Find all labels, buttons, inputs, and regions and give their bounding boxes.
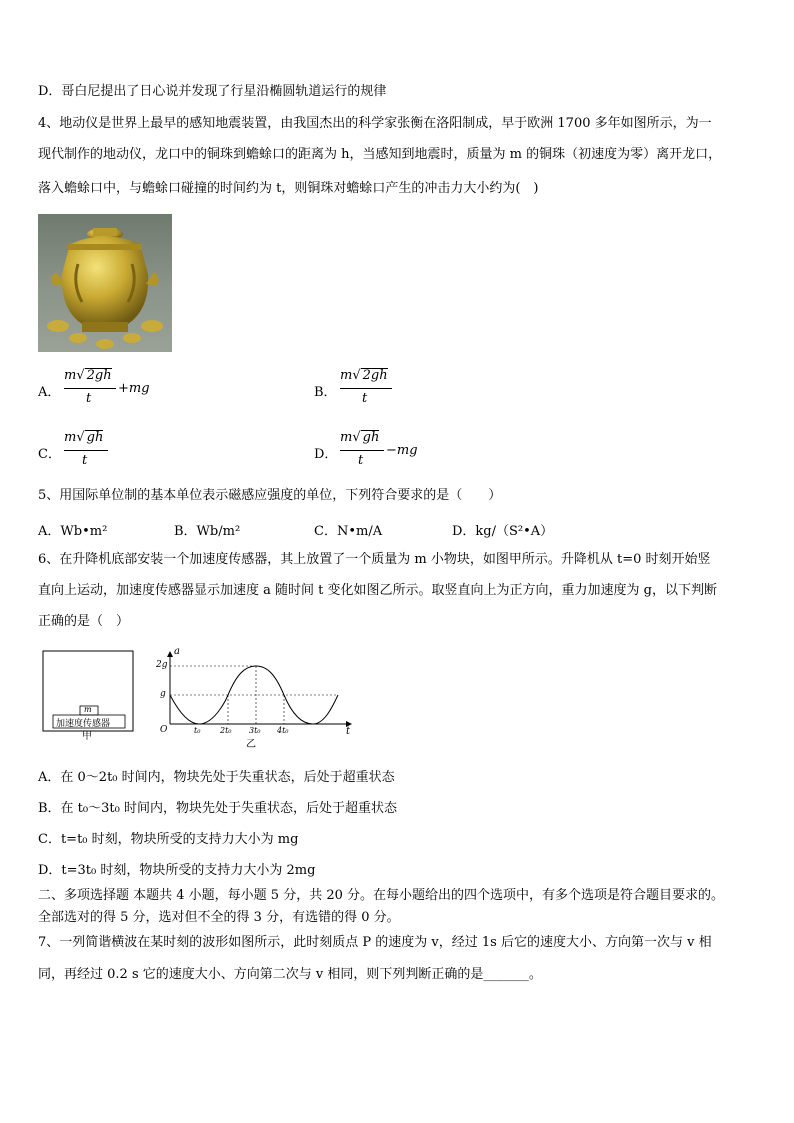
seismoscope-image	[38, 214, 172, 352]
q4-stem-line2: 现代制作的地动仪，龙口中的铜珠到蟾蜍口的距离为 h，当感知到地震时，质量为 m 的铜珠（初速度为零）离开龙口，	[38, 147, 722, 162]
q4-stem-line1: 4、地动仪是世界上最早的感知地震装置，由我国杰出的科学家张衡在洛阳制成，早于欧洲 1700 多年如图所示，为一	[38, 116, 712, 131]
q5-option-d: D．kg/（S²•A）	[452, 524, 554, 539]
q6-stem-line1: 6、在升降机底部安装一个加速度传感器，其上放置了一个质量为 m 小物块，如图甲所示。升降机从 t=0 时刻开始竖	[38, 552, 711, 567]
q5-option-c: C．N•m/A	[314, 524, 383, 539]
q4-option-c-label: C．	[38, 447, 61, 462]
q6-option-d: D．t=3t₀ 时刻，物块所受的支持力大小为 2mg	[38, 863, 316, 878]
figure-jia	[42, 650, 136, 742]
q4-option-c-formula: m√ gh t	[64, 430, 124, 474]
axis-t-label: t	[346, 726, 351, 737]
figure-yi-caption: 乙	[246, 739, 256, 750]
q4-option-a-label: A．	[38, 385, 61, 400]
tick-g: g	[160, 689, 166, 699]
tick-t0: t₀	[194, 726, 201, 735]
q4-option-d-label: D．	[314, 447, 338, 462]
q6-option-a: A．在 0～2t₀ 时间内，物块先处于失重状态，后处于超重状态	[38, 770, 395, 785]
tick-4t0: 4t₀	[277, 726, 289, 735]
q4-option-d-formula: m√ gh t −mg	[340, 430, 418, 468]
q3-option-d: D．哥白尼提出了日心说并发现了行星沿椭圆轨道运行的规律	[38, 84, 387, 99]
q4-option-b-label: B．	[314, 385, 337, 400]
q7-stem-line1: 7、一列简谐横波在某时刻的波形如图所示，此时刻质点 P 的速度为 v，经过 1s 后它的速度大小、方向第一次与 v 相	[38, 935, 712, 950]
tick-2t0: 2t₀	[220, 726, 232, 735]
axis-a-label: a	[174, 646, 180, 657]
q6-stem-line2: 直向上运动，加速度传感器显示加速度 a 随时间 t 变化如图乙所示。取竖直向上为正方向，重力加速度为 g，以下判断	[38, 583, 717, 598]
q5-option-a: A．Wb•m²	[38, 524, 108, 539]
q6-option-c: C．t=t₀ 时刻，物块所受的支持力大小为 mg	[38, 832, 299, 847]
figure-jia-mass-label: m	[84, 705, 92, 714]
q6-option-b: B．在 t₀～3t₀ 时间内，物块先处于失重状态，后处于超重状态	[38, 801, 397, 816]
q5-option-b: B．Wb/m²	[174, 524, 241, 539]
tick-origin: O	[160, 725, 168, 735]
q7-stem-line2: 同，再经过 0.2 s 它的速度大小、方向第二次与 v 相同，则下列判断正确的是_______。	[38, 967, 542, 982]
figure-yi	[156, 646, 356, 750]
figure-jia-sensor-label: 加速度传感器	[56, 719, 111, 729]
tick-2g: 2g	[156, 660, 168, 670]
q4-stem-line3: 落入蟾蜍口中，与蟾蜍口碰撞的时间约为 t，则铜珠对蟾蜍口产生的冲击力大小约为( )	[38, 181, 539, 196]
section2-header-line2: 全部选对的得 5 分，选对但不全的得 3 分，有选错的得 0 分。	[38, 910, 400, 925]
figure-jia-caption: 甲	[82, 731, 92, 742]
q4-option-b-formula: m√ 2gh t	[340, 368, 400, 412]
q5-stem: 5、用国际单位制的基本单位表示磁感应强度的单位，下列符合要求的是（ ）	[38, 488, 502, 503]
q6-stem-line3: 正确的是（ ）	[38, 614, 130, 629]
q4-option-a-formula: m√ 2gh t +mg	[64, 368, 150, 406]
tick-3t0: 3t₀	[249, 726, 261, 735]
section2-header-line1: 二、多项选择题 本题共 4 小题，每小题 5 分，共 20 分。在每小题给出的四个选项中，有多个选项是符合题目要求的。	[38, 888, 725, 903]
